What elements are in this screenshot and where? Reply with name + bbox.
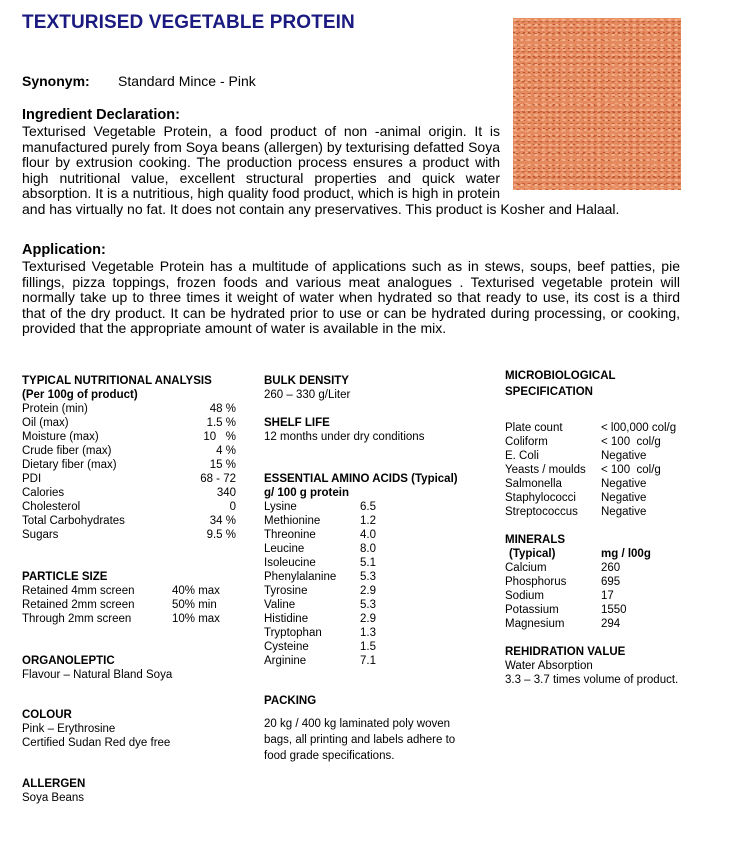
nutrition-value: 9.5 %: [206, 529, 236, 541]
particle-name: Retained 4mm screen: [22, 585, 135, 597]
mineral-value: 1550: [601, 604, 627, 616]
mineral-name: Sodium: [505, 590, 544, 602]
nutrition-value: 10 %: [203, 431, 236, 443]
application-text: Texturised Vegetable Protein has a multitude of applications such as in stews, soups, beef patties, pie fillings, pizza toppings, frozen foods and various meat analogues . Texturised vegetable protein will normally take up to three times it weight of water when hydrated so that ready to use, its cost is a third that of the dry product. It can be hydrated prior to use or can be hydrated during processing, or cooking, provided that the appropriate amount of water is available in the mix.: [22, 258, 680, 336]
nutrition-row: [22, 458, 242, 472]
nutrition-row: [22, 416, 242, 430]
mineral-row: [505, 617, 725, 631]
amino-row: [264, 640, 484, 654]
micro-value: Negative: [601, 492, 647, 504]
micro-name: Yeasts / moulds: [505, 464, 586, 476]
micro-row: [505, 491, 725, 505]
nutrition-value: 340: [216, 487, 236, 499]
amino-value: 2.9: [360, 585, 376, 597]
amino-row: [264, 528, 484, 542]
nutrition-row: [22, 402, 242, 416]
rehydration-line1: Water Absorption: [505, 660, 593, 672]
nutrition-name: Crude fiber (max): [22, 445, 112, 457]
micro-value: Negative: [601, 450, 647, 462]
particle-row: [22, 584, 242, 598]
mineral-value: 695: [601, 576, 621, 588]
amino-name: Threonine: [264, 529, 316, 541]
mineral-row: [505, 589, 725, 603]
amino-name: Isoleucine: [264, 557, 316, 569]
amino-name: Histidine: [264, 613, 309, 625]
particle-value: 50% min: [172, 599, 217, 611]
nutrition-row: [22, 430, 242, 444]
mineral-value: 294: [601, 618, 621, 630]
amino-row: [264, 584, 484, 598]
packing-heading: PACKING: [264, 695, 317, 707]
nutrition-name: Calories: [22, 487, 65, 499]
allergen-text: Soya Beans: [22, 792, 85, 804]
nutrition-row: [22, 472, 242, 486]
nutrition-value: 1.5 %: [206, 417, 236, 429]
mineral-row: [505, 575, 725, 589]
mineral-value: 17: [601, 590, 614, 602]
amino-name: Valine: [264, 599, 296, 611]
mineral-row: [505, 603, 725, 617]
rehydration-heading: REHIDRATION VALUE: [505, 646, 626, 658]
bulk-text: 260 – 330 g/Liter: [264, 389, 351, 401]
micro-subheading: SPECIFICATION: [505, 386, 593, 398]
packing-line: food grade specifications.: [264, 750, 395, 762]
micro-name: Staphylococci: [505, 492, 576, 504]
micro-value: < 100 col/g: [601, 436, 661, 448]
minerals-heading: MINERALS: [505, 534, 566, 546]
amino-row: [264, 570, 484, 584]
amino-name: Tryptophan: [264, 627, 322, 639]
nutrition-value: 15 %: [209, 459, 236, 471]
synonym-line: [22, 73, 256, 89]
micro-name: Plate count: [505, 422, 563, 434]
amino-row: [264, 598, 484, 612]
amino-row: [264, 612, 484, 626]
micro-value: < l00,000 col/g: [601, 422, 677, 434]
colour-line2: Certified Sudan Red dye free: [22, 737, 171, 749]
packing-text: [264, 716, 484, 764]
page-title: TEXTURISED VEGETABLE PROTEIN: [22, 12, 355, 33]
micro-name: Coliform: [505, 436, 548, 448]
micro-name: Salmonella: [505, 478, 562, 490]
micro-value: Negative: [601, 506, 647, 518]
particle-value: 10% max: [172, 613, 220, 625]
amino-value: 5.3: [360, 599, 376, 611]
minerals-table: [505, 561, 725, 631]
nutrition-value: 0: [229, 501, 236, 513]
micro-column: [505, 369, 725, 687]
amino-name: Lysine: [264, 501, 297, 513]
synonym-label: Synonym:: [22, 73, 90, 89]
particle-value: 40% max: [172, 585, 220, 597]
mineral-name: Potassium: [505, 604, 559, 616]
nutrition-row: [22, 514, 242, 528]
particle-heading: PARTICLE SIZE: [22, 571, 108, 583]
micro-row: [505, 449, 725, 463]
mineral-value: 260: [601, 562, 621, 574]
amino-value: 1.3: [360, 627, 376, 639]
nutrition-name: Protein (min): [22, 403, 88, 415]
shelf-text: 12 months under dry conditions: [264, 431, 425, 443]
amino-name: Leucine: [264, 543, 305, 555]
ingredient-paragraph: Texturised Vegetable Protein, a food product of non -animal origin. It is manufactured purely from Soya beans (allergen) by texturising defatted Soya flour by extrusion cooking. The production process ensures a product with high nutritional value, excellent structural properties and quick water absorption. It is a nutritious, high quality food product, which is high in protein and has virtually no fat. It does not contain any preservatives. This product is Kosher and Halaal.: [22, 123, 620, 217]
application-heading: Application:: [22, 242, 106, 258]
nutrition-name: PDI: [22, 473, 42, 485]
nutrition-name: Dietary fiber (max): [22, 459, 117, 471]
amino-heading: ESSENTIAL AMINO ACIDS (Typical): [264, 473, 458, 485]
amino-subheading: g/ 100 g protein: [264, 487, 349, 499]
minerals-sub-left: (Typical): [509, 548, 556, 560]
amino-row: [264, 514, 484, 528]
packing-line: bags, all printing and labels adhere to: [264, 734, 456, 746]
amino-row: [264, 626, 484, 640]
nutrition-heading: TYPICAL NUTRITIONAL ANALYSIS: [22, 375, 212, 387]
nutrition-value: 34 %: [209, 515, 236, 527]
nutrition-table: [22, 402, 242, 542]
minerals-subheading: [505, 547, 725, 561]
amino-row: [264, 654, 484, 668]
bulk-heading: BULK DENSITY: [264, 375, 349, 387]
nutrition-name: Cholesterol: [22, 501, 81, 513]
rehydration-line2: 3.3 – 3.7 times volume of product.: [505, 674, 679, 686]
allergen-heading: ALLERGEN: [22, 778, 86, 790]
micro-value: < 100 col/g: [601, 464, 661, 476]
amino-table: [264, 500, 484, 668]
particle-table: [22, 584, 242, 626]
particle-row: [22, 598, 242, 612]
nutrition-value: 68 - 72: [200, 473, 236, 485]
nutrition-name: Total Carbohydrates: [22, 515, 125, 527]
micro-name: E. Coli: [505, 450, 539, 462]
nutrition-column: [22, 374, 242, 805]
photo-wrap-spacer: [500, 124, 680, 190]
minerals-sub-right: mg / l00g: [601, 548, 651, 560]
micro-name: Streptococcus: [505, 506, 578, 518]
micro-row: [505, 477, 725, 491]
amino-value: 5.1: [360, 557, 376, 569]
nutrition-name: Moisture (max): [22, 431, 99, 443]
particle-row: [22, 612, 242, 626]
organoleptic-text: Flavour – Natural Bland Soya: [22, 669, 173, 681]
nutrition-value: 48 %: [209, 403, 236, 415]
nutrition-name: Oil (max): [22, 417, 69, 429]
amino-value: 1.2: [360, 515, 376, 527]
mineral-row: [505, 561, 725, 575]
micro-row: [505, 505, 725, 519]
synonym-value: Standard Mince - Pink: [118, 73, 256, 89]
amino-row: [264, 556, 484, 570]
amino-name: Arginine: [264, 655, 307, 667]
nutrition-row: [22, 500, 242, 514]
amino-value: 1.5: [360, 641, 376, 653]
nutrition-row: [22, 528, 242, 542]
amino-column: [264, 374, 484, 764]
colour-line1: Pink – Erythrosine: [22, 723, 116, 735]
micro-value: Negative: [601, 478, 647, 490]
organoleptic-heading: ORGANOLEPTIC: [22, 655, 115, 667]
colour-heading: COLOUR: [22, 709, 72, 721]
ingredient-text: [22, 124, 680, 217]
amino-value: 7.1: [360, 655, 376, 667]
micro-row: [505, 435, 725, 449]
amino-row: [264, 542, 484, 556]
amino-name: Phenylalanine: [264, 571, 337, 583]
amino-value: 5.3: [360, 571, 376, 583]
packing-line: 20 kg / 400 kg laminated poly woven: [264, 718, 451, 730]
nutrition-name: Sugars: [22, 529, 59, 541]
amino-value: 4.0: [360, 529, 376, 541]
micro-row: [505, 421, 725, 435]
amino-value: 2.9: [360, 613, 376, 625]
particle-name: Through 2mm screen: [22, 613, 132, 625]
shelf-heading: SHELF LIFE: [264, 417, 330, 429]
mineral-name: Phosphorus: [505, 576, 567, 588]
amino-name: Tyrosine: [264, 585, 308, 597]
amino-row: [264, 500, 484, 514]
micro-row: [505, 463, 725, 477]
amino-name: Cysteine: [264, 641, 309, 653]
nutrition-row: [22, 486, 242, 500]
amino-value: 6.5: [360, 501, 376, 513]
mineral-name: Magnesium: [505, 618, 565, 630]
micro-table: [505, 421, 725, 519]
ingredient-heading: Ingredient Declaration:: [22, 107, 180, 123]
nutrition-value: 4 %: [216, 445, 236, 457]
mineral-name: Calcium: [505, 562, 547, 574]
nutrition-row: [22, 444, 242, 458]
amino-value: 8.0: [360, 543, 376, 555]
particle-name: Retained 2mm screen: [22, 599, 135, 611]
nutrition-subheading: (Per 100g of product): [22, 389, 138, 401]
amino-name: Methionine: [264, 515, 321, 527]
micro-heading: MICROBIOLOGICAL: [505, 370, 616, 382]
